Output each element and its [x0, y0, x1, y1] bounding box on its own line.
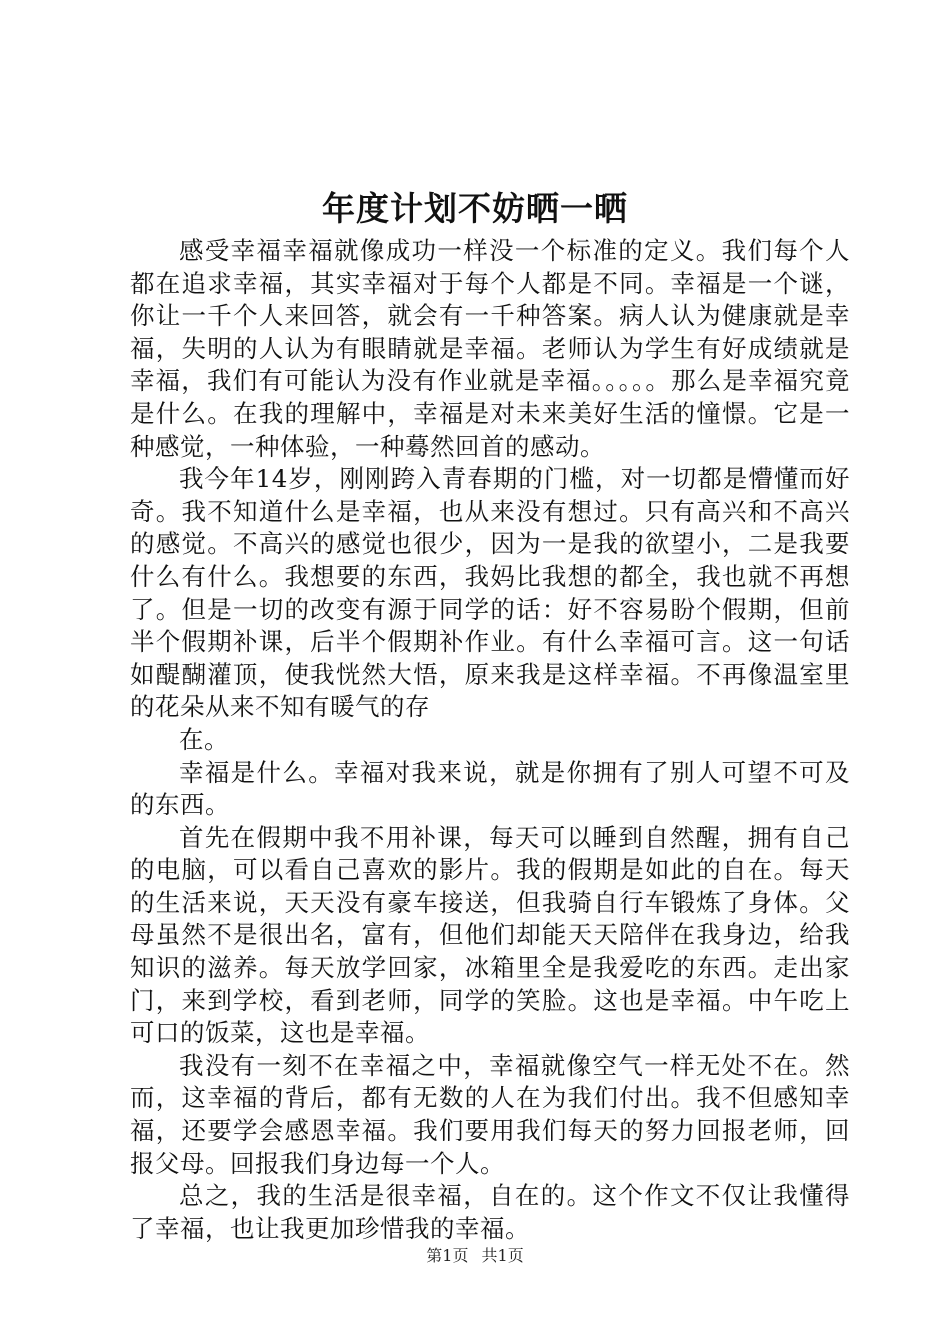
- paragraph-gratitude: 我没有一刻不在幸福之中，幸福就像空气一样无处不在。然而，这幸福的背后，都有无数的人在为我们付出。我不但感知幸福，还要学会感恩幸福。我们要用我们每天的努力回报老师，回报父母。回报我们身边每一个人。: [130, 1050, 850, 1178]
- paragraph-holiday: 首先在假期中我不用补课，每天可以睡到自然醒，拥有自己的电脑，可以看自己喜欢的影片。我的假期是如此的自在。每天的生活来说，天天没有豪车接送，但我骑自行车锻炼了身体。父母虽然不是很出名，富有，但他们却能天天陪伴在我身边，给我知识的滋养。每天放学回家，冰箱里全是我爱吃的东西。走出家门，来到学校，看到老师，同学的笑脸。这也是幸福。中午吃上可口的饭菜，这也是幸福。: [130, 822, 850, 1048]
- page-total: 共1页: [481, 1246, 524, 1265]
- page-number: 第1页: [426, 1246, 469, 1265]
- document-body: [130, 235, 850, 1245]
- page-footer: [0, 1245, 950, 1267]
- paragraph-intro: 感受幸福幸福就像成功一样没一个标准的定义。我们每个人都在追求幸福，其实幸福对于每个人都是不同。幸福是一个谜，你让一千个人来回答，就会有一千种答案。病人认为健康就是幸福，失明的人认为有眼睛就是幸福。老师认为学生有好成绩就是幸福，我们有可能认为没有作业就是幸福。。。。。那么是幸福究竟是什么。在我的理解中，幸福是对未来美好生活的憧憬。它是一种感觉，一种体验，一种蓦然回首的感动。: [130, 236, 850, 461]
- paragraph-conclusion: 总之，我的生活是很幸福，自在的。这个作文不仅让我懂得了幸福，也让我更加珍惜我的幸福。: [130, 1181, 850, 1243]
- paragraph-definition: 幸福是什么。幸福对我来说，就是你拥有了别人可望不可及的东西。: [130, 757, 850, 820]
- paragraph-continuation: 在。: [179, 724, 229, 754]
- paragraph-age: 我今年14岁，刚刚跨入青春期的门槛，对一切都是懵懂而好奇。我不知道什么是幸福，也从来没有想过。只有高兴和不高兴的感觉。不高兴的感觉也很少，因为一是我的欲望小，二是我要什么有什么。我想要的东西，我妈比我想的都全，我也就不再想了。但是一切的改变有源于同学的话：好不容易盼个假期，但前半个假期补课，后半个假期补作业。有什么幸福可言。这一句话如醍醐灌顶，使我恍然大悟，原来我是这样幸福。不再像温室里的花朵从来不知有暖气的存: [130, 464, 850, 722]
- document-title: 年度计划不妨晒一晒: [322, 189, 628, 228]
